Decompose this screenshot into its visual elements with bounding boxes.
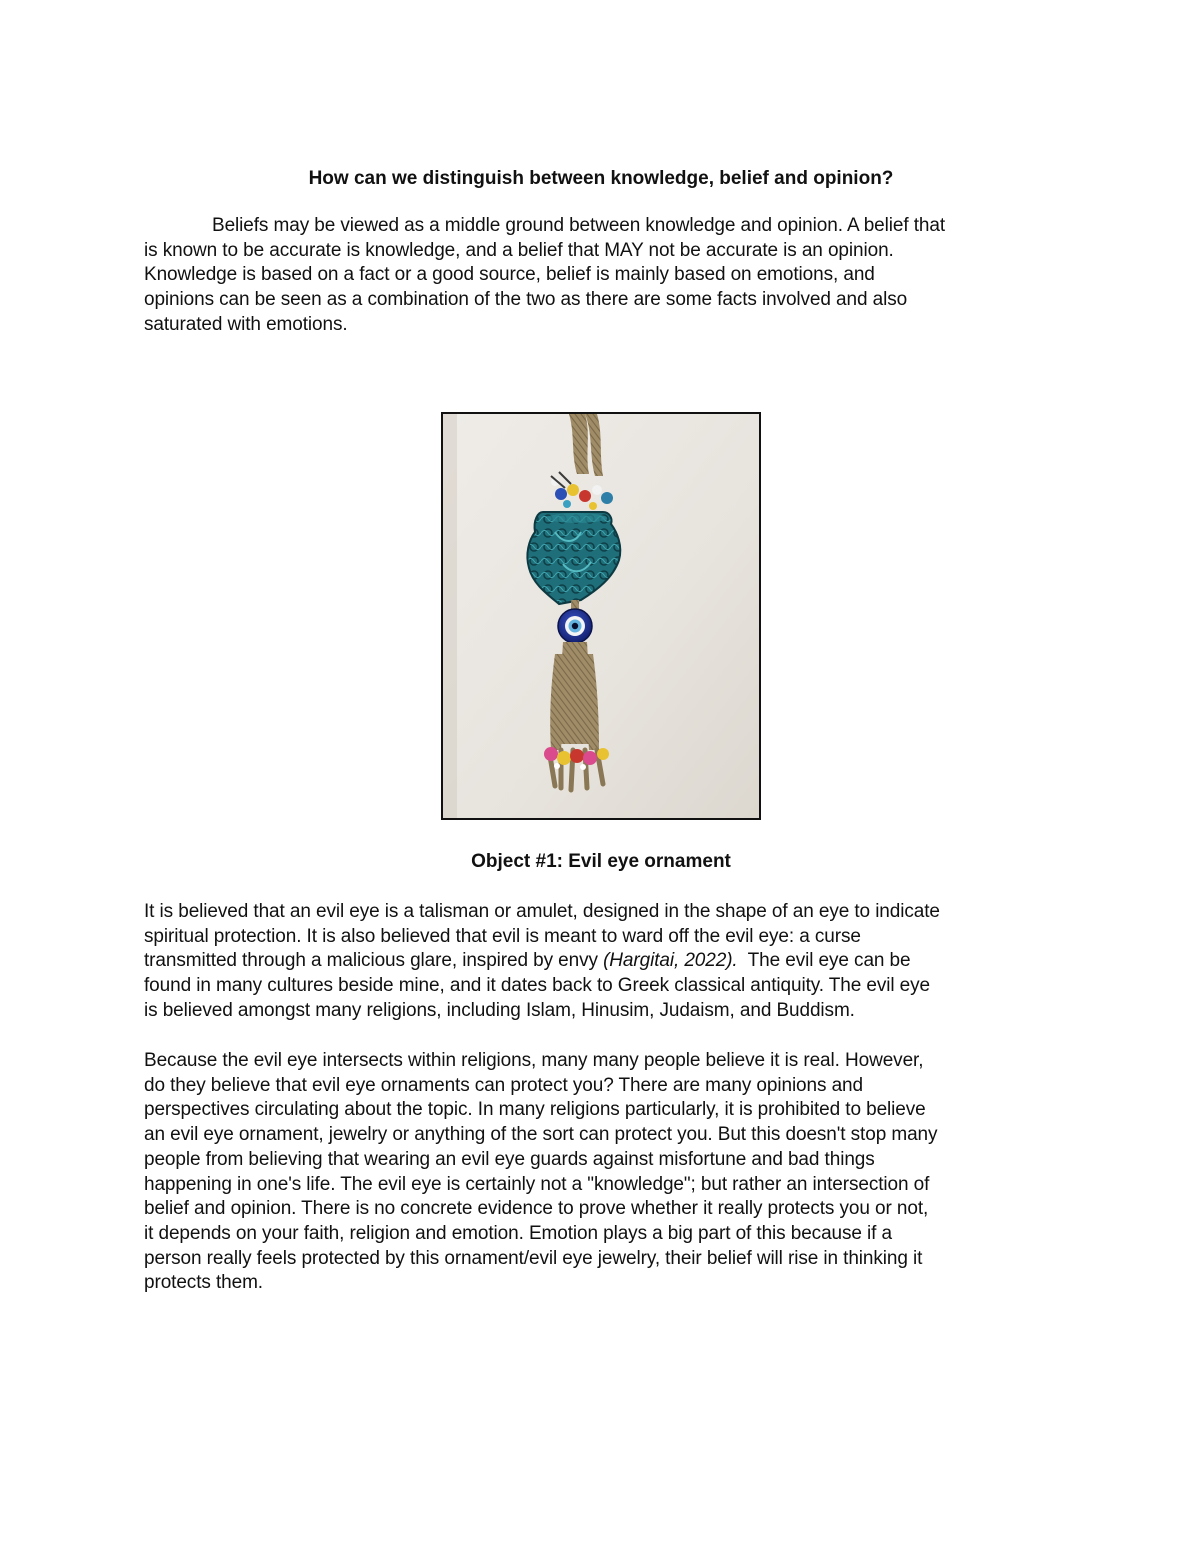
intro-line: saturated with emotions.: [144, 313, 348, 335]
paragraph-line: it depends on your faith, religion and emotion. Emotion plays a big part of this because if a: [144, 1222, 892, 1244]
paragraph-line: perspectives circulating about the topic. In many religions particularly, it is prohibited to believe: [144, 1099, 926, 1121]
intro-line: Beliefs may be viewed as a middle ground between knowledge and opinion. A belief that: [212, 215, 945, 236]
belief-opinion-paragraph: [144, 1049, 1064, 1296]
paragraph-line-text: transmitted through a malicious glare, inspired by envy: [144, 950, 604, 972]
page-title: How can we distinguish between knowledge, belief and opinion?: [308, 168, 894, 189]
figure-caption: Object #1: Evil eye ornament: [471, 851, 731, 872]
paragraph-line: person really feels protected by this ornament/evil eye jewelry, their belief will rise in thinking it: [144, 1247, 923, 1269]
paragraph-line: [144, 949, 1064, 974]
evil-eye-definition-paragraph: [144, 900, 1064, 1024]
intro-line: is known to be accurate is knowledge, and a belief that MAY not be accurate is an opinion.: [144, 239, 894, 261]
paragraph-line: It is believed that an evil eye is a talisman or amulet, designed in the shape of an eye to indicate: [144, 901, 940, 922]
paragraph-line-text: The evil eye can be: [737, 950, 911, 972]
intro-paragraph: [144, 214, 1064, 338]
evil-eye-ornament-photo: [441, 412, 761, 820]
paragraph-line: spiritual protection. It is also believed that evil is meant to ward off the evil eye: a curse: [144, 925, 861, 947]
citation: (Hargitai, 2022).: [603, 950, 738, 972]
paragraph-line: belief and opinion. There is no concrete evidence to prove whether it really protects you or not,: [144, 1198, 929, 1220]
paragraph-line: protects them.: [144, 1272, 263, 1294]
paragraph-line: Because the evil eye intersects within religions, many many people believe it is real. However,: [144, 1050, 924, 1071]
ornament-illustration: [443, 414, 759, 818]
intro-line: opinions can be seen as a combination of the two as there are some facts involved and also: [144, 289, 908, 311]
paragraph-line: found in many cultures beside mine, and it dates back to Greek classical antiquity. The evil eye: [144, 975, 931, 997]
paragraph-line: happening in one's life. The evil eye is certainly not a "knowledge"; but rather an intersection of: [144, 1173, 930, 1195]
intro-line: Knowledge is based on a fact or a good source, belief is mainly based on emotions, and: [144, 264, 875, 286]
paragraph-line: people from believing that wearing an evil eye guards against misfortune and bad things: [144, 1148, 875, 1170]
paragraph-line: is believed amongst many religions, including Islam, Hinusim, Judaism, and Buddism.: [144, 999, 855, 1021]
paragraph-line: do they believe that evil eye ornaments can protect you? There are many opinions and: [144, 1074, 863, 1096]
paragraph-line: an evil eye ornament, jewelry or anything of the sort can protect you. But this doesn't stop many: [144, 1124, 938, 1146]
